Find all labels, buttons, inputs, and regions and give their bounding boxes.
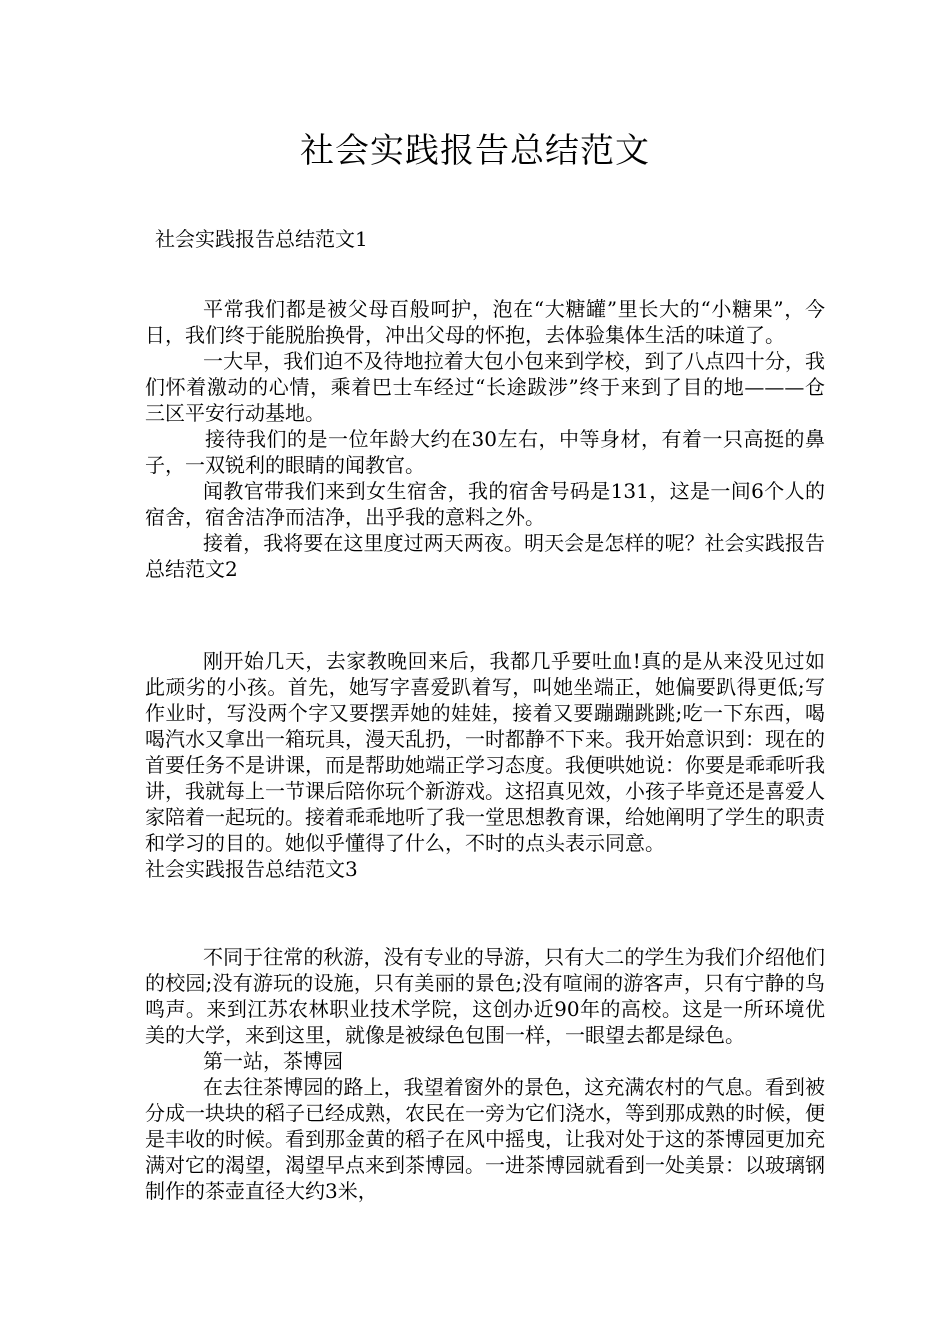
paragraph: 平常我们都是被父母百般呵护，泡在“大糖罐”里长大的“小糖果”，今日，我们终于能脱胎换骨，冲出父母的怀抱，去体验集体生活的味道了。: [145, 297, 825, 347]
section-2-body: [145, 648, 825, 882]
paragraph: 不同于往常的秋游，没有专业的导游，只有大二的学生为我们介绍他们的校园;没有游玩的设施，只有美丽的景色;没有喧闹的游客声，只有宁静的鸟鸣声。来到江苏农林职业技术学院，这创办近90年的高校。这是一所环境优美的大学，来到这里，就像是被绿色包围一样，一眼望去都是绿色。: [145, 945, 825, 1047]
paragraph: 闻教官带我们来到女生宿舍，我的宿舍号码是131，这是一间6个人的宿舍，宿舍洁净而洁净，出乎我的意料之外。: [145, 479, 825, 529]
paragraph: 接待我们的是一位年龄大约在30左右，中等身材，有着一只高挺的鼻子，一双锐利的眼睛的闻教官。: [145, 427, 825, 477]
subheading-tea-garden: 第一站，茶博园: [203, 1049, 343, 1073]
paragraph: 在去往茶博园的路上，我望着窗外的景色，这充满农村的气息。看到被分成一块块的稻子已经成熟，农民在一旁为它们浇水，等到那成熟的时候，便是丰收的时候。看到那金黄的稻子在风中摇曳，让我对处于这的茶博园更加充满对它的渴望，渴望早点来到茶博园。一进茶博园就看到一处美景：以玻璃钢制作的茶壶直径大约3米，: [145, 1075, 825, 1203]
section-1-body: [145, 296, 825, 582]
section-heading-3: 社会实践报告总结范文3: [145, 857, 358, 881]
paragraph: 接着，我将要在这里度过两天两夜。明天会是怎样的呢？社会实践报告总结范文2: [145, 531, 825, 581]
paragraph: 刚开始几天，去家教晚回来后，我都几乎要吐血!真的是从来没见过如此顽劣的小孩。首先，她写字喜爱趴着写，叫她坐端正，她偏要趴得更低;写作业时，写没两个字又要摆弄她的娃娃，接着又要蹦蹦跳跳;吃一下东西，喝喝汽水又拿出一箱玩具，漫天乱扔，一时都静不下来。我开始意识到：现在的首要任务不是讲课，而是帮助她端正学习态度。我便哄她说：你要是乖乖听我讲，我就每上一节课后陪你玩个新游戏。这招真见效，小孩子毕竟还是喜爱人家陪着一起玩的。接着乖乖地听了我一堂思想教育课，给她阐明了学生的职责和学习的目的。她似乎懂得了什么，不时的点头表示同意。: [145, 649, 825, 855]
section-heading-1: 社会实践报告总结范文1: [155, 227, 368, 251]
document-title: 社会实践报告总结范文: [300, 131, 650, 171]
paragraph: 一大早，我们迫不及待地拉着大包小包来到学校，到了八点四十分，我们怀着激动的心情，乘着巴士车经过“长途跋涉”终于来到了目的地———仓三区平安行动基地。: [145, 349, 825, 425]
section-3-body: [145, 944, 825, 1204]
